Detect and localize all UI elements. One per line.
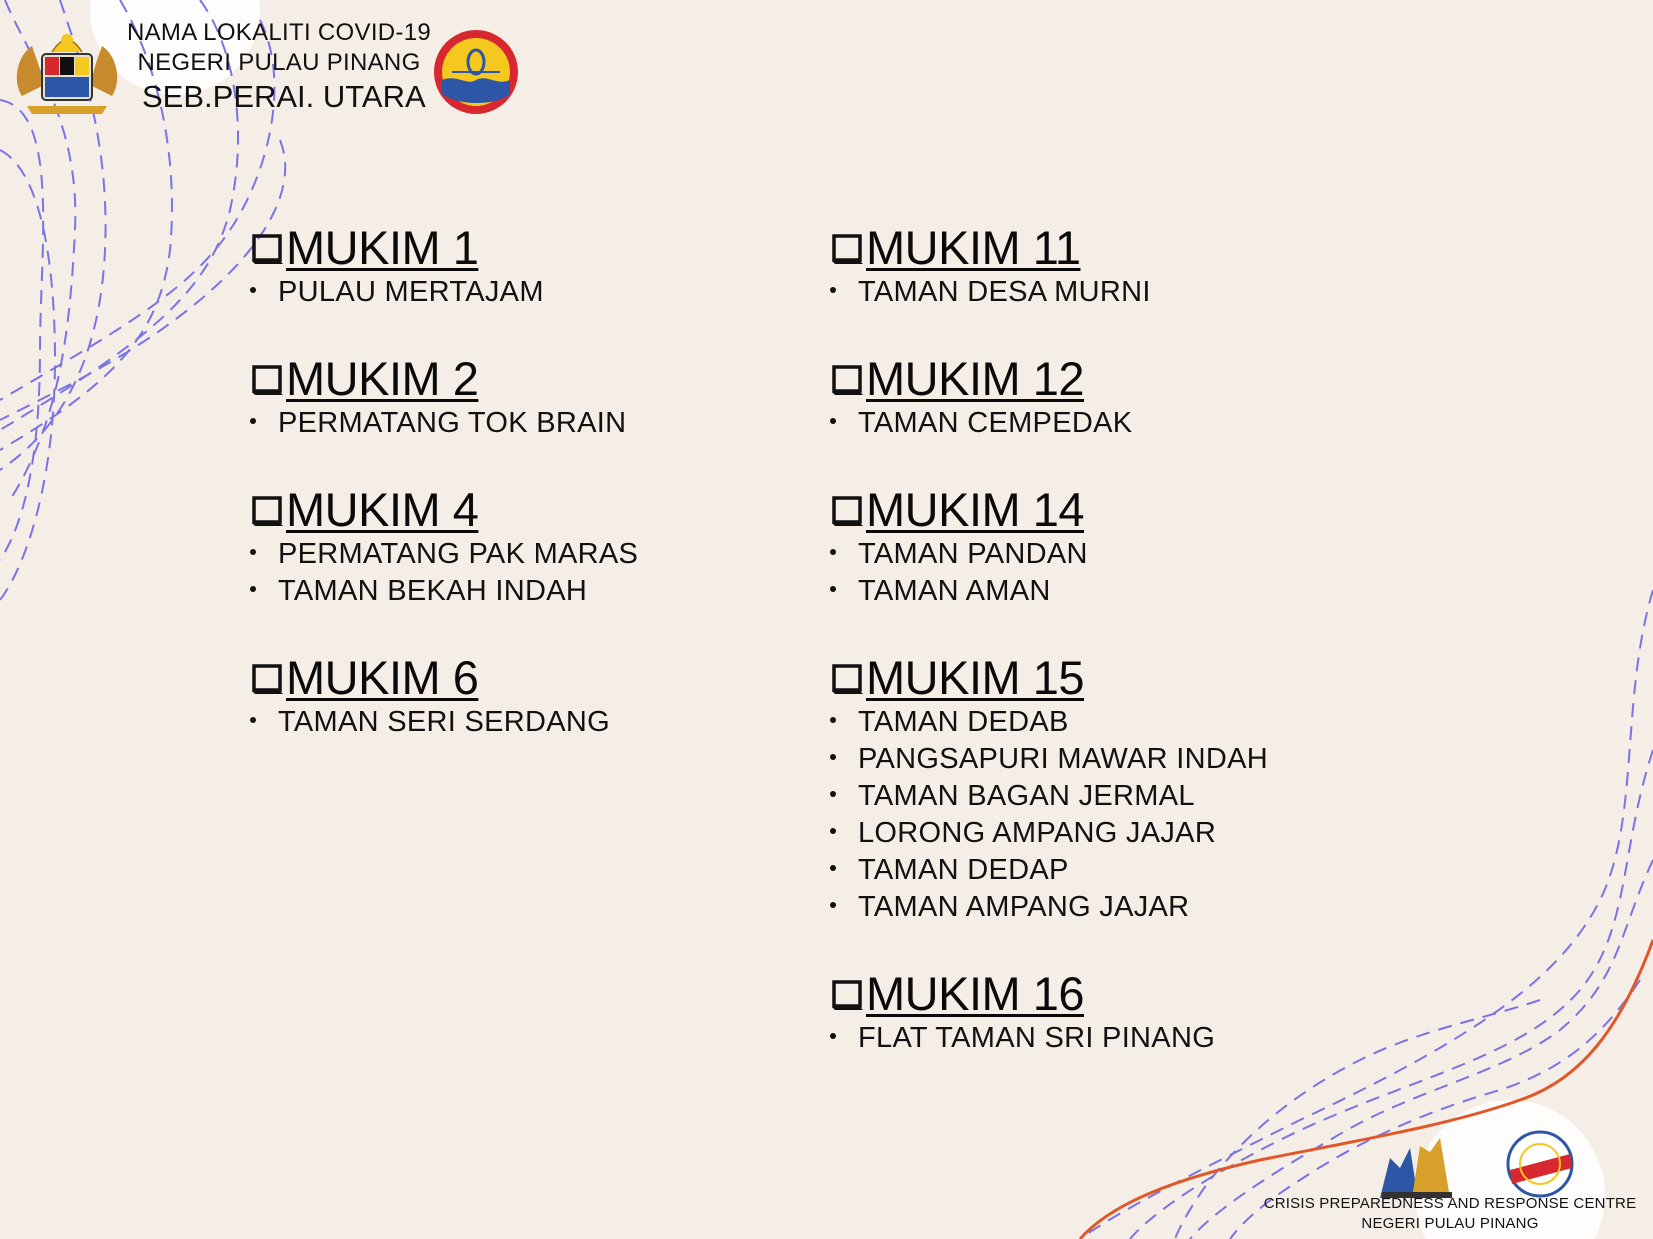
locality-list bbox=[830, 536, 1268, 610]
locality-list bbox=[250, 704, 638, 741]
locality-item bbox=[830, 573, 1268, 610]
locality-name: PANGSAPURI MAWAR INDAH bbox=[858, 743, 1268, 775]
mukim-heading bbox=[830, 968, 1268, 1020]
locality-name: PERMATANG PAK MARAS bbox=[278, 538, 639, 570]
square-bullet-icon bbox=[250, 361, 284, 397]
bullet-icon bbox=[250, 418, 256, 424]
mukim-section bbox=[250, 484, 638, 610]
square-bullet-icon bbox=[830, 230, 864, 266]
locality-item bbox=[250, 536, 638, 573]
header bbox=[0, 0, 560, 130]
header-line-2: NEGERI PULAU PINANG bbox=[137, 49, 421, 76]
locality-name: TAMAN CEMPEDAK bbox=[858, 407, 1133, 439]
locality-item bbox=[830, 536, 1268, 573]
cprc-logos-icon bbox=[1370, 1128, 1590, 1204]
locality-item bbox=[250, 274, 638, 311]
bullet-icon bbox=[250, 549, 256, 555]
mukim-heading bbox=[830, 652, 1268, 704]
locality-item bbox=[250, 405, 638, 442]
locality-name: TAMAN DEDAP bbox=[858, 854, 1069, 886]
header-line-1: NAMA LOKALITI COVID-19 bbox=[126, 19, 432, 46]
square-bullet-icon bbox=[830, 660, 864, 696]
bullet-icon bbox=[830, 902, 836, 908]
malaysia-coat-of-arms-icon bbox=[12, 26, 122, 118]
locality-name: TAMAN BAGAN JERMAL bbox=[858, 780, 1195, 812]
locality-name: PERMATANG TOK BRAIN bbox=[278, 407, 627, 439]
mukim-title: MUKIM 4 bbox=[286, 483, 479, 536]
mukim-title: MUKIM 15 bbox=[866, 651, 1084, 704]
bullet-icon bbox=[830, 865, 836, 871]
locality-name: TAMAN SERI SERDANG bbox=[278, 706, 610, 738]
bullet-icon bbox=[830, 287, 836, 293]
locality-item bbox=[830, 704, 1268, 741]
locality-list bbox=[250, 536, 638, 610]
bullet-icon bbox=[830, 586, 836, 592]
locality-name: TAMAN BEKAH INDAH bbox=[278, 575, 588, 607]
locality-item bbox=[830, 889, 1268, 926]
mukim-heading bbox=[250, 222, 638, 274]
mukim-heading bbox=[250, 484, 638, 536]
square-bullet-icon bbox=[250, 492, 284, 528]
locality-item bbox=[830, 815, 1268, 852]
locality-name: FLAT TAMAN SRI PINANG bbox=[858, 1022, 1216, 1054]
right-column bbox=[830, 222, 1268, 1099]
mukim-section bbox=[830, 652, 1268, 926]
locality-name: TAMAN AMAN bbox=[858, 575, 1051, 607]
mukim-title: MUKIM 2 bbox=[286, 352, 479, 405]
locality-item bbox=[250, 704, 638, 741]
mukim-section bbox=[830, 353, 1268, 442]
locality-name: PULAU MERTAJAM bbox=[278, 276, 544, 308]
locality-item bbox=[830, 852, 1268, 889]
bullet-icon bbox=[830, 1033, 836, 1039]
locality-list bbox=[830, 1020, 1268, 1057]
locality-name: TAMAN DESA MURNI bbox=[858, 276, 1151, 308]
bullet-icon bbox=[250, 287, 256, 293]
locality-list bbox=[250, 405, 638, 442]
bullet-icon bbox=[250, 717, 256, 723]
left-column bbox=[250, 222, 638, 783]
square-bullet-icon bbox=[250, 230, 284, 266]
locality-item bbox=[250, 573, 638, 610]
mukim-section bbox=[830, 968, 1268, 1057]
mukim-section bbox=[250, 652, 638, 741]
footer-line-1: CRISIS PREPAREDNESS AND RESPONSE CENTRE bbox=[1263, 1195, 1637, 1212]
square-bullet-icon bbox=[830, 976, 864, 1012]
mukim-title: MUKIM 6 bbox=[286, 651, 479, 704]
locality-item bbox=[830, 741, 1268, 778]
mukim-section bbox=[250, 222, 638, 311]
mukim-title: MUKIM 1 bbox=[286, 221, 479, 274]
locality-item bbox=[830, 274, 1268, 311]
mukim-title: MUKIM 12 bbox=[866, 352, 1084, 405]
mukim-title: MUKIM 16 bbox=[866, 967, 1084, 1020]
footer-line-2: NEGERI PULAU PINANG bbox=[1361, 1215, 1539, 1232]
seberang-perai-council-seal-icon bbox=[432, 28, 520, 116]
mukim-heading bbox=[250, 652, 638, 704]
bullet-icon bbox=[830, 717, 836, 723]
mukim-section bbox=[250, 353, 638, 442]
locality-list bbox=[830, 274, 1268, 311]
locality-name: TAMAN PANDAN bbox=[858, 538, 1088, 570]
locality-list bbox=[250, 274, 638, 311]
mukim-title: MUKIM 14 bbox=[866, 483, 1084, 536]
bullet-icon bbox=[250, 586, 256, 592]
locality-item bbox=[830, 1020, 1268, 1057]
square-bullet-icon bbox=[250, 660, 284, 696]
mukim-title: MUKIM 11 bbox=[866, 221, 1081, 274]
bullet-icon bbox=[830, 791, 836, 797]
bullet-icon bbox=[830, 828, 836, 834]
square-bullet-icon bbox=[830, 361, 864, 397]
locality-item bbox=[830, 778, 1268, 815]
square-bullet-icon bbox=[830, 492, 864, 528]
bullet-icon bbox=[830, 418, 836, 424]
mukim-heading bbox=[830, 353, 1268, 405]
locality-name: TAMAN AMPANG JAJAR bbox=[858, 891, 1190, 923]
locality-item bbox=[830, 405, 1268, 442]
mukim-section bbox=[830, 484, 1268, 610]
header-line-3: SEB.PERAI. UTARA bbox=[142, 79, 426, 114]
mukim-heading bbox=[250, 353, 638, 405]
mukim-heading bbox=[830, 222, 1268, 274]
mukim-section bbox=[830, 222, 1268, 311]
locality-name: TAMAN DEDAB bbox=[858, 706, 1069, 738]
locality-list bbox=[830, 704, 1268, 926]
footer bbox=[1260, 1128, 1640, 1238]
mukim-heading bbox=[830, 484, 1268, 536]
bullet-icon bbox=[830, 754, 836, 760]
locality-list bbox=[830, 405, 1268, 442]
bullet-icon bbox=[830, 549, 836, 555]
locality-name: LORONG AMPANG JAJAR bbox=[858, 817, 1217, 849]
